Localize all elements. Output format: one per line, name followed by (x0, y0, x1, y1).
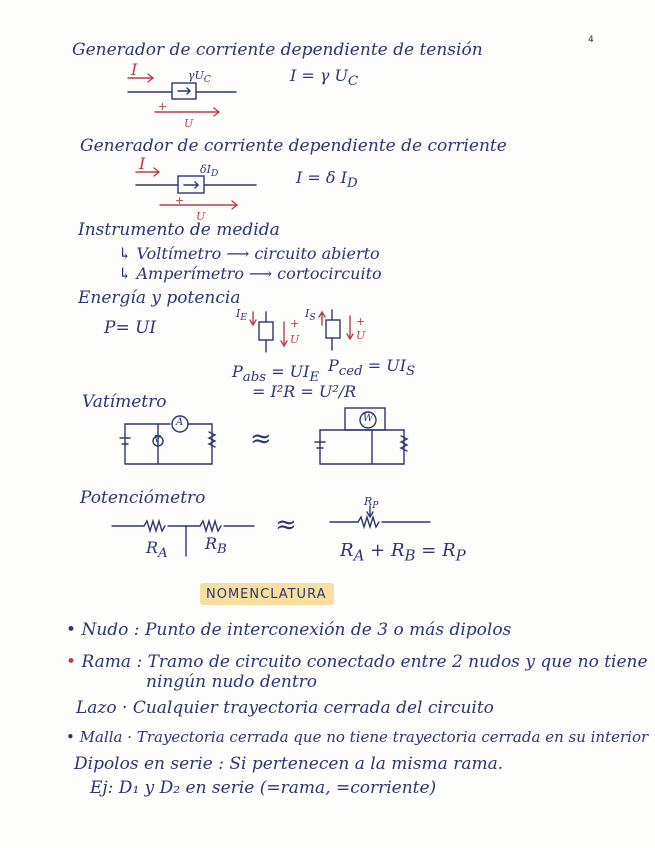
rp-label: $R_P$ (364, 495, 379, 512)
potentiometer-title: Potenciómetro (80, 488, 206, 508)
cccs-voltage-label: U (196, 210, 206, 223)
ie-label: $I_E$ (236, 307, 248, 324)
ammeter-line: ↳ Amperímetro ⟶ cortocircuito (118, 264, 382, 283)
nomenclature-example: Ej: D₁ y D₂ en serie (=rama, =corriente) (90, 778, 437, 798)
potentiometer-equation: $R_A + R_B = R_P$ (340, 540, 466, 565)
vccs-plus: + (158, 100, 168, 113)
pced-equation: $P_{ced} = UI_S$ (328, 356, 416, 380)
nomenclature-heading: NOMENCLATURA (200, 583, 334, 605)
pabs-equation: $P_{abs} = UI_E$ (232, 362, 320, 386)
pabs-equation-2: = I²R = U²/R (252, 382, 357, 401)
wattmeter-symbol: W (363, 413, 374, 424)
wattmeter-title: Vatímetro (82, 392, 167, 412)
ra-label: $R_A$ (146, 538, 168, 562)
vccs-equation: I = γ $U_C$ (290, 66, 359, 90)
cccs-title: Generador de corriente dependiente de corriente (80, 136, 507, 156)
cccs-equation: I = δ $I_D$ (296, 168, 358, 192)
energy-u-2: U (356, 329, 366, 342)
vccs-voltage-label: U (184, 117, 194, 130)
nomenclature-item-lazo: Lazo · Cualquier trayectoria cerrada del circuito (76, 698, 494, 718)
nomenclature-item-rama: • Rama : Tramo de circuito conectado entre 2 nudos y que no tiene (66, 652, 648, 672)
cccs-source-label: $\delta I_D$ (200, 163, 219, 180)
nomenclature-item-serie: Dipolos en serie : Si pertenecen a la misma rama. (74, 754, 504, 774)
vccs-current-label: I (131, 60, 138, 79)
energy-title: Energía y potencia (78, 288, 241, 308)
ammeter-symbol: A (176, 417, 184, 428)
wattmeter-approx: ≈ (250, 424, 272, 454)
nomenclature-item-malla: • Malla · Trayectoria cerrada que no tiene trayectoria cerrada en su interior (66, 728, 649, 746)
energy-u-1: U (290, 333, 300, 346)
rb-label: $R_B$ (205, 534, 227, 558)
voltmeter-symbol: V (154, 435, 161, 445)
page-number: 4 (588, 35, 594, 45)
voltmeter-line: ↳ Voltímetro ⟶ circuito abierto (118, 244, 380, 263)
vccs-source-label: $\gamma U_C$ (188, 69, 211, 86)
cccs-plus: + (175, 194, 185, 207)
instruments-title: Instrumento de medida (78, 220, 280, 240)
nomenclature-item-rama-cont: ningún nudo dentro (146, 672, 318, 692)
nomenclature-item-nudo: • Nudo : Punto de interconexión de 3 o más dipolos (66, 620, 512, 640)
vccs-title: Generador de corriente dependiente de tensión (72, 40, 483, 60)
cccs-current-label: I (139, 154, 146, 173)
power-formula: P= UI (104, 318, 157, 338)
is-label: $I_S$ (305, 307, 316, 324)
energy-plus-1: + (290, 317, 300, 330)
potentiometer-approx: ≈ (275, 510, 297, 540)
energy-plus-2: + (356, 315, 366, 328)
